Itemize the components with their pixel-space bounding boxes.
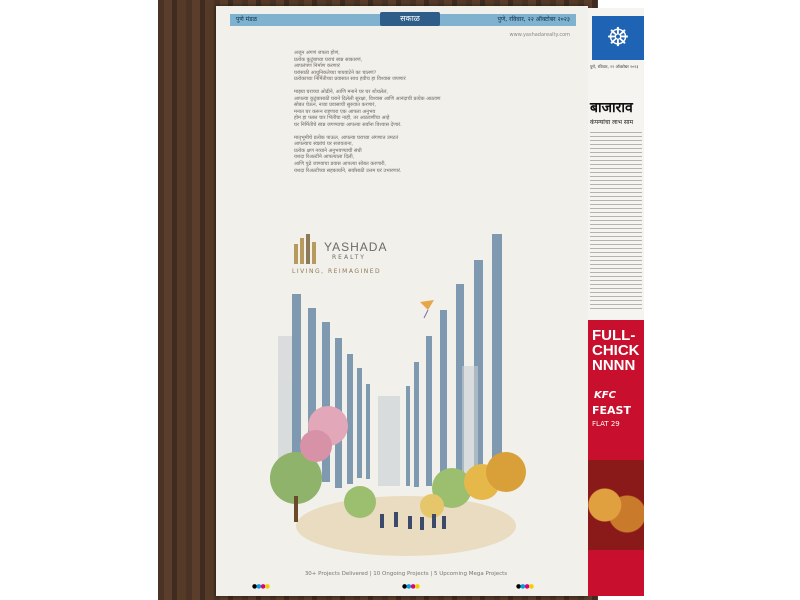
adjacent-page-body-text <box>590 132 642 312</box>
right-towers <box>406 234 502 487</box>
bird-icon <box>420 300 434 318</box>
adjacent-page-date: पुणे, रविवार, २२ ऑक्टोबर २०२३ <box>590 64 639 69</box>
building-logo-icon <box>292 234 320 264</box>
brand-subtitle: REALTY <box>332 254 366 261</box>
newspaper-masthead <box>230 14 576 26</box>
brand-name: YASHADA <box>324 240 388 254</box>
adjacent-newspaper-page <box>588 8 644 596</box>
kfc-brand: KFC <box>594 390 616 401</box>
kfc-advert <box>588 320 644 596</box>
adjacent-page-headline: बाजाराव <box>590 100 633 116</box>
kfc-offer: FLAT 29 <box>592 420 620 428</box>
poem-stanza-3: मातृभूमीचे प्रत्येक पाऊल, आपल्या घराच्या अंगणात उमटतं आपल्याच स्वप्नांचं घर सजवताना, प्रत्येक क्षण नव्याने अनुभवण्याची संधी यशदा रिअल्टीने आपल्याला दिली, आणि पुढे जाण्याचा प्रवास आपल्या सोबत करणारी, यशदा रिअल्टीच्या सहकार्याने, सर्वांसाठी उत्तम घरं उभारणारं. <box>294 134 402 174</box>
advert-poem <box>294 50 524 180</box>
yashada-logo <box>292 234 412 284</box>
kfc-headline: FULL- CHICK NNNN <box>592 327 640 374</box>
advert-footer-stats: 30+ Projects Delivered | 10 Ongoing Projects | 5 Upcoming Mega Projects <box>304 571 508 577</box>
newspaper-logo-icon: ☸ <box>592 16 644 60</box>
color-registration-marks: ●●●● <box>402 583 419 590</box>
color-registration-marks: ●●●● <box>252 583 269 590</box>
masthead-section: पुणे मंडळ <box>236 16 258 23</box>
poem-stanza-2: माझ्या घराच्या ओढीने, आणि मनाने घर घर शोधलेलं, आपल्या कुटुंबासाठी घराने दिलेली सुरक्षा, विश्वास आणि आनंदाची प्रत्येक आठवण सोबत घेऊन, नव्या प्रवासाची सुरुवात करणारं, मनात घर करून राहणारा एक आपला अनुभव होम हा फक्त चार भिंतींचा नाही, तर आठवणींचा आहे घर निर्मितीचे स्वप्न जगण्याचा आपल्या सर्वांना विश्वास देणारं. <box>294 88 441 128</box>
kfc-feast: FEAST <box>592 404 631 417</box>
newspaper-page <box>216 6 588 596</box>
kfc-food-image <box>588 460 644 550</box>
masthead-date: पुणे, रविवार, २२ ऑक्टोबर २०२३ <box>497 16 570 23</box>
brand-tagline: LIVING, REIMAGINED <box>292 268 382 275</box>
advert-website: www.yashadarealty.com <box>509 32 570 38</box>
poem-stanza-1: अजून अंगणं जपला होणं, प्रत्येक कुटुंबाच्या घराचं स्वप्न साकारणं, आपलंपण निर्माण करणारं घरांसाठी आधुनिकतेच्या पायवाटेने का चालणं? प्रत्येकाच्या निर्मितीच्या प्रवासात साथ हवीच हा विश्वास जपणारं <box>294 50 406 83</box>
masthead-logo: सकाळ <box>380 12 440 26</box>
adjacent-page-subhead: कंपन्यांचा लाभ साम <box>590 119 634 126</box>
path-ground <box>296 496 516 556</box>
color-registration-marks: ●●●● <box>516 583 533 590</box>
